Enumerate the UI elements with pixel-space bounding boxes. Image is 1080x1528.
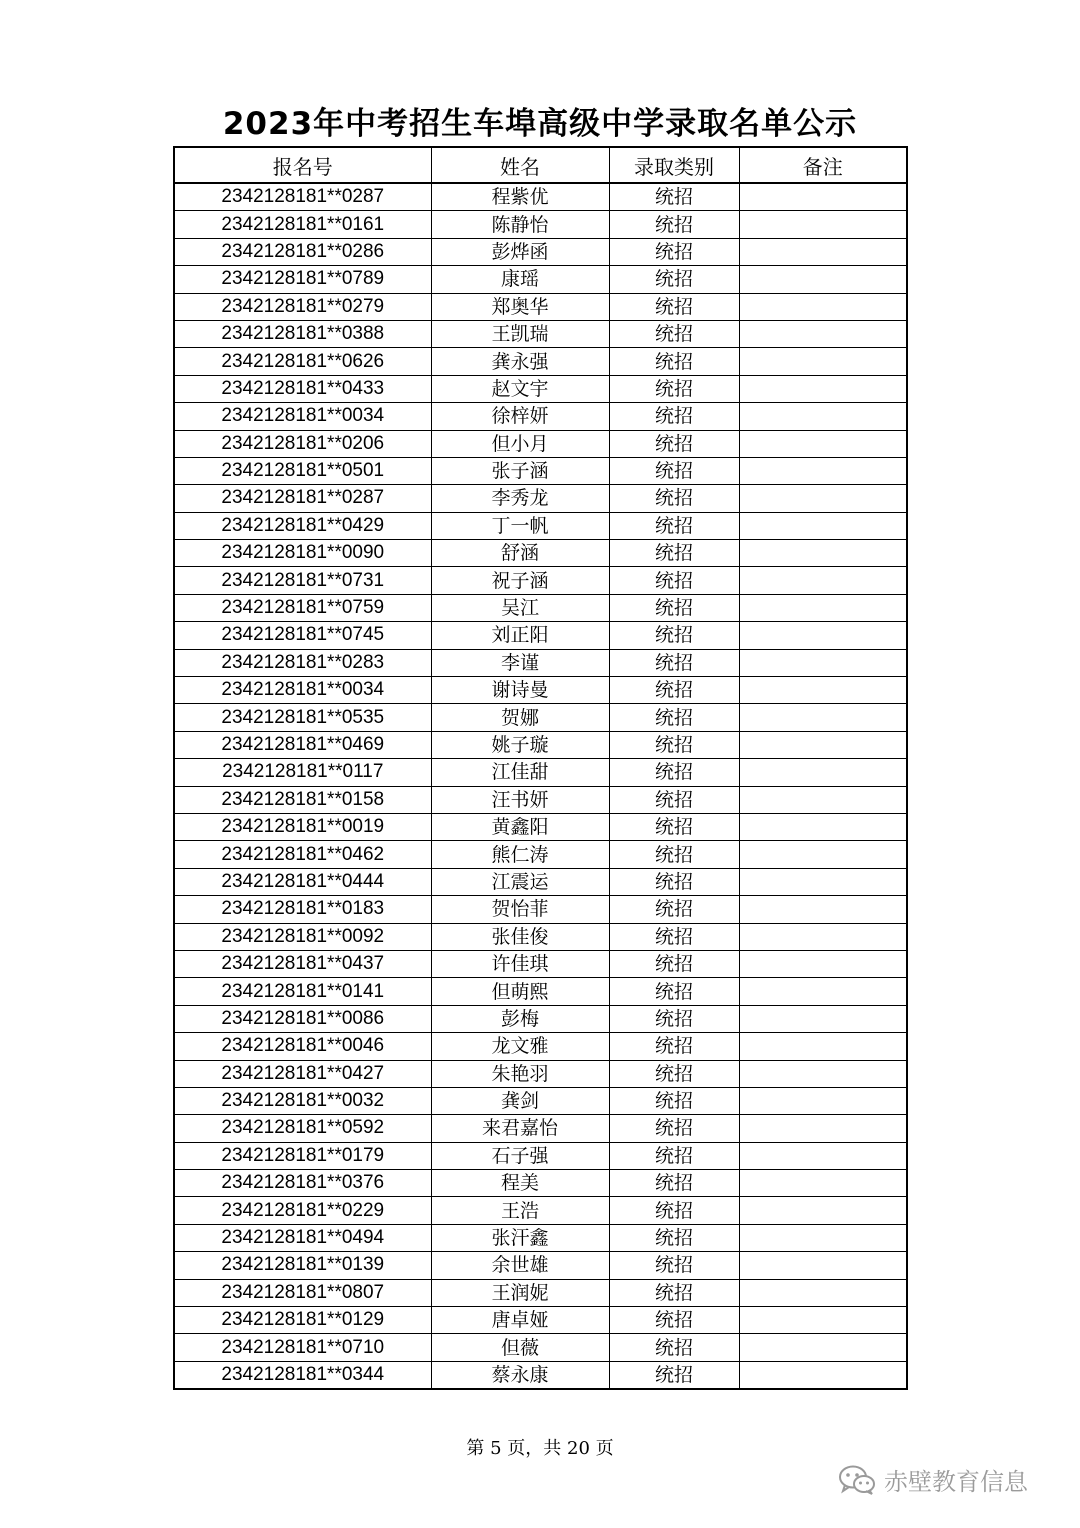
student-name-cell: 但萌熙: [431, 978, 609, 1005]
registration-number-cell: 2342128181**0429: [174, 512, 431, 539]
admission-type-cell: 统招: [609, 1307, 739, 1334]
admission-table: [173, 146, 908, 1390]
admission-type-cell: 统招: [609, 731, 739, 758]
student-name-cell: 张子涵: [431, 457, 609, 484]
registration-number-cell: 2342128181**0731: [174, 567, 431, 594]
table-row: [174, 1224, 907, 1251]
student-name-cell: 王润妮: [431, 1279, 609, 1306]
remarks-cell: [739, 266, 907, 293]
student-name-cell: 龙文雅: [431, 1033, 609, 1060]
watermark-text: 赤壁教育信息: [884, 1468, 1028, 1496]
student-name-cell: 徐梓妍: [431, 403, 609, 430]
registration-number-cell: 2342128181**0376: [174, 1170, 431, 1197]
student-name-cell: 程紫优: [431, 183, 609, 211]
admission-type-cell: 统招: [609, 622, 739, 649]
remarks-cell: [739, 375, 907, 402]
registration-number-cell: 2342128181**0469: [174, 731, 431, 758]
table-row: [174, 293, 907, 320]
registration-number-cell: 2342128181**0437: [174, 950, 431, 977]
table-row: [174, 403, 907, 430]
table-row: [174, 731, 907, 758]
remarks-cell: [739, 567, 907, 594]
table-row: [174, 1252, 907, 1279]
table-header-row: [174, 147, 907, 183]
remarks-cell: [739, 1307, 907, 1334]
student-name-cell: 贺怡菲: [431, 896, 609, 923]
table-row: [174, 1060, 907, 1087]
registration-number-cell: 2342128181**0279: [174, 293, 431, 320]
remarks-cell: [739, 759, 907, 786]
student-name-cell: 赵文宇: [431, 375, 609, 402]
admission-type-cell: 统招: [609, 485, 739, 512]
wechat-icon: [838, 1465, 876, 1495]
admission-type-cell: 统招: [609, 868, 739, 895]
registration-number-cell: 2342128181**0462: [174, 841, 431, 868]
remarks-cell: [739, 786, 907, 813]
table-row: [174, 211, 907, 238]
remarks-cell: [739, 594, 907, 621]
admission-type-cell: 统招: [609, 1033, 739, 1060]
table-row: [174, 1115, 907, 1142]
table-row: [174, 1142, 907, 1169]
registration-number-cell: 2342128181**0086: [174, 1005, 431, 1032]
registration-number-cell: 2342128181**0158: [174, 786, 431, 813]
student-name-cell: 王浩: [431, 1197, 609, 1224]
remarks-cell: [739, 622, 907, 649]
registration-number-cell: 2342128181**0032: [174, 1087, 431, 1114]
admission-type-cell: 统招: [609, 430, 739, 457]
table-row: [174, 841, 907, 868]
table-row: [174, 430, 907, 457]
header-admission-type: 录取类别: [609, 147, 739, 183]
table-row: [174, 1361, 907, 1389]
table-row: [174, 1334, 907, 1361]
admission-type-cell: 统招: [609, 1115, 739, 1142]
student-name-cell: 李谨: [431, 649, 609, 676]
student-name-cell: 谢诗曼: [431, 677, 609, 704]
student-name-cell: 张佳俊: [431, 923, 609, 950]
admission-type-cell: 统招: [609, 211, 739, 238]
admission-type-cell: 统招: [609, 348, 739, 375]
registration-number-cell: 2342128181**0807: [174, 1279, 431, 1306]
registration-number-cell: 2342128181**0034: [174, 677, 431, 704]
table-row: [174, 512, 907, 539]
registration-number-cell: 2342128181**0161: [174, 211, 431, 238]
registration-number-cell: 2342128181**0117: [174, 759, 431, 786]
remarks-cell: [739, 1279, 907, 1306]
admission-type-cell: 统招: [609, 1142, 739, 1169]
student-name-cell: 舒涵: [431, 540, 609, 567]
remarks-cell: [739, 1197, 907, 1224]
registration-number-cell: 2342128181**0759: [174, 594, 431, 621]
remarks-cell: [739, 978, 907, 1005]
student-name-cell: 贺娜: [431, 704, 609, 731]
table-row: [174, 1005, 907, 1032]
admission-type-cell: 统招: [609, 403, 739, 430]
admission-type-cell: 统招: [609, 1279, 739, 1306]
remarks-cell: [739, 731, 907, 758]
student-name-cell: 王凯瑞: [431, 320, 609, 347]
admission-type-cell: 统招: [609, 978, 739, 1005]
remarks-cell: [739, 1115, 907, 1142]
registration-number-cell: 2342128181**0287: [174, 485, 431, 512]
header-registration-number: 报名号: [174, 147, 431, 183]
table-row: [174, 540, 907, 567]
table-row: [174, 348, 907, 375]
watermark: [838, 1462, 1028, 1497]
remarks-cell: [739, 293, 907, 320]
table-row: [174, 1087, 907, 1114]
student-name-cell: 李秀龙: [431, 485, 609, 512]
registration-number-cell: 2342128181**0287: [174, 183, 431, 211]
registration-number-cell: 2342128181**0344: [174, 1361, 431, 1389]
table-row: [174, 923, 907, 950]
remarks-cell: [739, 841, 907, 868]
registration-number-cell: 2342128181**0710: [174, 1334, 431, 1361]
registration-number-cell: 2342128181**0179: [174, 1142, 431, 1169]
admission-type-cell: 统招: [609, 841, 739, 868]
student-name-cell: 姚子璇: [431, 731, 609, 758]
table-row: [174, 457, 907, 484]
student-name-cell: 龚永强: [431, 348, 609, 375]
remarks-cell: [739, 512, 907, 539]
registration-number-cell: 2342128181**0229: [174, 1197, 431, 1224]
remarks-cell: [739, 677, 907, 704]
admission-type-cell: 统招: [609, 457, 739, 484]
table-row: [174, 813, 907, 840]
admission-type-cell: 统招: [609, 1087, 739, 1114]
registration-number-cell: 2342128181**0090: [174, 540, 431, 567]
remarks-cell: [739, 238, 907, 265]
admission-type-cell: 统招: [609, 320, 739, 347]
registration-number-cell: 2342128181**0494: [174, 1224, 431, 1251]
registration-number-cell: 2342128181**0092: [174, 923, 431, 950]
student-name-cell: 程美: [431, 1170, 609, 1197]
registration-number-cell: 2342128181**0139: [174, 1252, 431, 1279]
student-name-cell: 祝子涵: [431, 567, 609, 594]
registration-number-cell: 2342128181**0388: [174, 320, 431, 347]
admission-type-cell: 统招: [609, 896, 739, 923]
remarks-cell: [739, 183, 907, 211]
table-row: [174, 950, 907, 977]
remarks-cell: [739, 430, 907, 457]
registration-number-cell: 2342128181**0789: [174, 266, 431, 293]
table-row: [174, 1170, 907, 1197]
registration-number-cell: 2342128181**0745: [174, 622, 431, 649]
header-name: 姓名: [431, 147, 609, 183]
registration-number-cell: 2342128181**0206: [174, 430, 431, 457]
table-row: [174, 266, 907, 293]
admission-type-cell: 统招: [609, 594, 739, 621]
student-name-cell: 彭烨函: [431, 238, 609, 265]
table-body: [174, 183, 907, 1389]
remarks-cell: [739, 1170, 907, 1197]
admission-type-cell: 统招: [609, 567, 739, 594]
student-name-cell: 彭梅: [431, 1005, 609, 1032]
student-name-cell: 江佳甜: [431, 759, 609, 786]
header-remarks: 备注: [739, 147, 907, 183]
page-title: 2023年中考招生车埠高级中学录取名单公示: [222, 106, 858, 142]
admission-type-cell: 统招: [609, 677, 739, 704]
remarks-cell: [739, 1142, 907, 1169]
remarks-cell: [739, 1033, 907, 1060]
remarks-cell: [739, 649, 907, 676]
admission-type-cell: 统招: [609, 266, 739, 293]
student-name-cell: 黄鑫阳: [431, 813, 609, 840]
registration-number-cell: 2342128181**0535: [174, 704, 431, 731]
admission-type-cell: 统招: [609, 1361, 739, 1389]
student-name-cell: 郑奥华: [431, 293, 609, 320]
admission-type-cell: 统招: [609, 512, 739, 539]
admission-type-cell: 统招: [609, 1334, 739, 1361]
registration-number-cell: 2342128181**0626: [174, 348, 431, 375]
admission-type-cell: 统招: [609, 183, 739, 211]
admission-type-cell: 统招: [609, 704, 739, 731]
table-row: [174, 1033, 907, 1060]
table-row: [174, 978, 907, 1005]
registration-number-cell: 2342128181**0019: [174, 813, 431, 840]
registration-number-cell: 2342128181**0046: [174, 1033, 431, 1060]
remarks-cell: [739, 320, 907, 347]
remarks-cell: [739, 1334, 907, 1361]
remarks-cell: [739, 896, 907, 923]
student-name-cell: 蔡永康: [431, 1361, 609, 1389]
student-name-cell: 余世雄: [431, 1252, 609, 1279]
registration-number-cell: 2342128181**0444: [174, 868, 431, 895]
student-name-cell: 龚剑: [431, 1087, 609, 1114]
admission-type-cell: 统招: [609, 1197, 739, 1224]
table-row: [174, 786, 907, 813]
table-row: [174, 567, 907, 594]
table-row: [174, 677, 907, 704]
table-row: [174, 594, 907, 621]
registration-number-cell: 2342128181**0129: [174, 1307, 431, 1334]
registration-number-cell: 2342128181**0592: [174, 1115, 431, 1142]
registration-number-cell: 2342128181**0183: [174, 896, 431, 923]
remarks-cell: [739, 211, 907, 238]
student-name-cell: 康瑶: [431, 266, 609, 293]
table-row: [174, 1197, 907, 1224]
student-name-cell: 朱艳羽: [431, 1060, 609, 1087]
registration-number-cell: 2342128181**0501: [174, 457, 431, 484]
student-name-cell: 石子强: [431, 1142, 609, 1169]
table-row: [174, 485, 907, 512]
admission-type-cell: 统招: [609, 649, 739, 676]
remarks-cell: [739, 1005, 907, 1032]
remarks-cell: [739, 485, 907, 512]
remarks-cell: [739, 1224, 907, 1251]
table-row: [174, 1279, 907, 1306]
remarks-cell: [739, 540, 907, 567]
table-row: [174, 183, 907, 211]
table-row: [174, 759, 907, 786]
table-row: [174, 622, 907, 649]
student-name-cell: 刘正阳: [431, 622, 609, 649]
table-row: [174, 704, 907, 731]
student-name-cell: 陈静怡: [431, 211, 609, 238]
admission-type-cell: 统招: [609, 813, 739, 840]
admission-type-cell: 统招: [609, 786, 739, 813]
page-number: 第 5 页，共 20 页: [466, 1438, 614, 1459]
admission-type-cell: 统招: [609, 1252, 739, 1279]
remarks-cell: [739, 1252, 907, 1279]
student-name-cell: 吴江: [431, 594, 609, 621]
remarks-cell: [739, 923, 907, 950]
admission-type-cell: 统招: [609, 540, 739, 567]
admission-type-cell: 统招: [609, 950, 739, 977]
admission-type-cell: 统招: [609, 293, 739, 320]
admission-type-cell: 统招: [609, 759, 739, 786]
remarks-cell: [739, 403, 907, 430]
student-name-cell: 来君嘉怡: [431, 1115, 609, 1142]
student-name-cell: 张汗鑫: [431, 1224, 609, 1251]
remarks-cell: [739, 868, 907, 895]
admission-type-cell: 统招: [609, 1224, 739, 1251]
admission-type-cell: 统招: [609, 1060, 739, 1087]
table-row: [174, 1307, 907, 1334]
admission-type-cell: 统招: [609, 375, 739, 402]
admission-type-cell: 统招: [609, 1170, 739, 1197]
remarks-cell: [739, 348, 907, 375]
student-name-cell: 丁一帆: [431, 512, 609, 539]
registration-number-cell: 2342128181**0141: [174, 978, 431, 1005]
registration-number-cell: 2342128181**0433: [174, 375, 431, 402]
remarks-cell: [739, 813, 907, 840]
student-name-cell: 许佳琪: [431, 950, 609, 977]
student-name-cell: 唐卓娅: [431, 1307, 609, 1334]
remarks-cell: [739, 704, 907, 731]
remarks-cell: [739, 1087, 907, 1114]
table-row: [174, 238, 907, 265]
admission-type-cell: 统招: [609, 923, 739, 950]
student-name-cell: 江震运: [431, 868, 609, 895]
table-row: [174, 868, 907, 895]
admission-type-cell: 统招: [609, 1005, 739, 1032]
remarks-cell: [739, 457, 907, 484]
table-row: [174, 375, 907, 402]
table-row: [174, 649, 907, 676]
student-name-cell: 但小月: [431, 430, 609, 457]
table-row: [174, 320, 907, 347]
table-row: [174, 896, 907, 923]
admission-type-cell: 统招: [609, 238, 739, 265]
registration-number-cell: 2342128181**0286: [174, 238, 431, 265]
remarks-cell: [739, 1361, 907, 1389]
student-name-cell: 熊仁涛: [431, 841, 609, 868]
registration-number-cell: 2342128181**0283: [174, 649, 431, 676]
remarks-cell: [739, 1060, 907, 1087]
remarks-cell: [739, 950, 907, 977]
registration-number-cell: 2342128181**0427: [174, 1060, 431, 1087]
student-name-cell: 但薇: [431, 1334, 609, 1361]
student-name-cell: 汪书妍: [431, 786, 609, 813]
registration-number-cell: 2342128181**0034: [174, 403, 431, 430]
